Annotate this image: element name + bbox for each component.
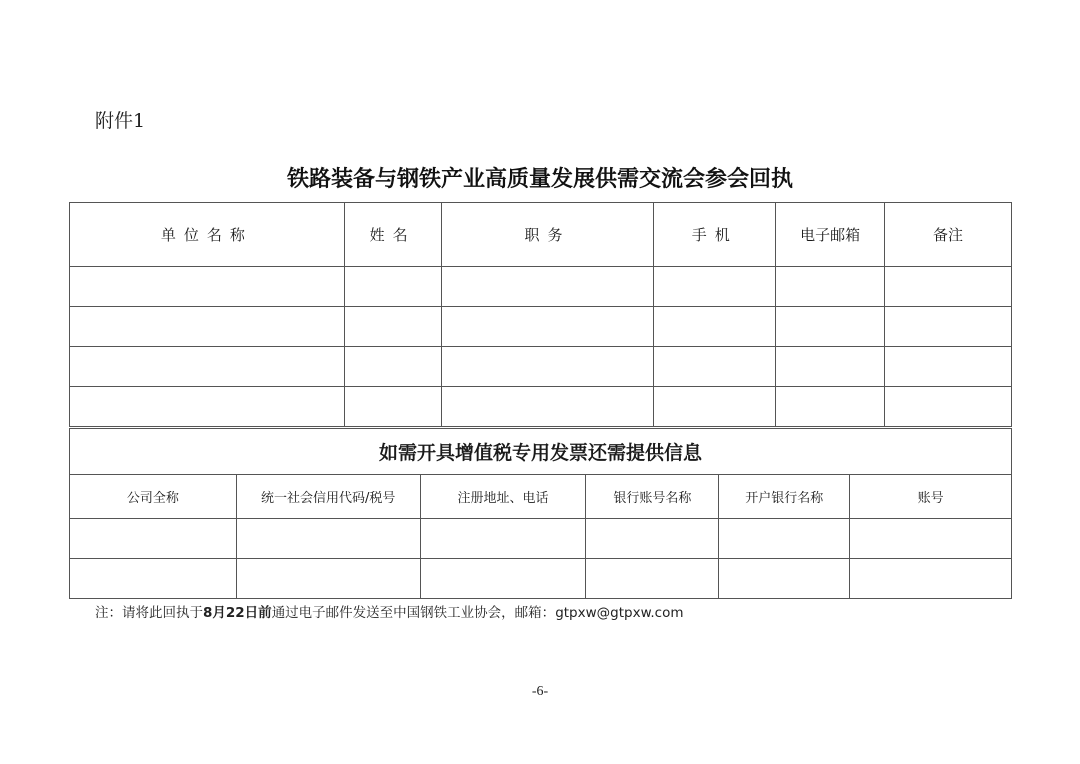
table-cell[interactable] xyxy=(420,519,586,559)
table-cell[interactable] xyxy=(654,347,776,387)
invoice-header-row xyxy=(70,475,1012,519)
table-cell[interactable] xyxy=(70,307,345,347)
table-cell[interactable] xyxy=(654,267,776,307)
table-cell[interactable] xyxy=(441,347,654,387)
header-bank-account-name: 银行账号名称 xyxy=(586,475,719,519)
table-cell[interactable] xyxy=(236,519,420,559)
table-cell[interactable] xyxy=(776,347,885,387)
table-cell[interactable] xyxy=(586,519,719,559)
table-cell[interactable] xyxy=(70,387,345,427)
header-email: 电子邮箱 xyxy=(776,203,885,267)
table-row xyxy=(70,267,1012,307)
table-row xyxy=(70,307,1012,347)
participants-header-row xyxy=(70,203,1012,267)
table-row xyxy=(70,559,1012,599)
header-credit-code: 统一社会信用代码/税号 xyxy=(236,475,420,519)
header-bank-name: 开户银行名称 xyxy=(719,475,850,519)
header-company-name: 公司全称 xyxy=(70,475,237,519)
table-cell[interactable] xyxy=(850,519,1012,559)
table-cell[interactable] xyxy=(850,559,1012,599)
table-cell[interactable] xyxy=(441,307,654,347)
table-cell[interactable] xyxy=(344,267,441,307)
header-unit-name: 单位名称 xyxy=(70,203,345,267)
form-title: 铁路装备与钢铁产业高质量发展供需交流会参会回执 xyxy=(286,167,793,192)
invoice-section-title: 如需开具增值税专用发票还需提供信息 xyxy=(70,429,1012,475)
table-row xyxy=(70,519,1012,559)
table-cell[interactable] xyxy=(236,559,420,599)
table-cell[interactable] xyxy=(70,347,345,387)
note-email: gtpxw@gtpxw.com xyxy=(555,605,684,621)
page-number: -6- xyxy=(531,684,549,699)
table-cell[interactable] xyxy=(70,519,237,559)
note-suffix: 通过电子邮件发送至中国钢铁工业协会，邮箱： xyxy=(271,605,556,621)
table-cell[interactable] xyxy=(344,307,441,347)
table-row xyxy=(70,347,1012,387)
participants-table xyxy=(69,202,1012,427)
invoice-section-title-row xyxy=(70,429,1012,475)
submission-note xyxy=(95,601,684,621)
note-deadline: 8月22日前 xyxy=(203,605,272,621)
table-cell[interactable] xyxy=(776,267,885,307)
table-cell[interactable] xyxy=(776,387,885,427)
table-cell[interactable] xyxy=(776,307,885,347)
table-cell[interactable] xyxy=(654,307,776,347)
header-account-number: 账号 xyxy=(850,475,1012,519)
table-cell[interactable] xyxy=(344,387,441,427)
table-cell[interactable] xyxy=(885,387,1012,427)
table-cell[interactable] xyxy=(344,347,441,387)
table-cell[interactable] xyxy=(885,347,1012,387)
header-mobile: 手机 xyxy=(654,203,776,267)
header-name: 姓名 xyxy=(344,203,441,267)
attachment-label: 附件1 xyxy=(95,110,146,132)
invoice-table xyxy=(69,428,1012,599)
table-cell[interactable] xyxy=(441,387,654,427)
table-cell[interactable] xyxy=(719,519,850,559)
table-cell[interactable] xyxy=(70,559,237,599)
table-cell[interactable] xyxy=(885,267,1012,307)
table-cell[interactable] xyxy=(719,559,850,599)
note-prefix: 注：请将此回执于 xyxy=(95,605,203,621)
header-remarks: 备注 xyxy=(885,203,1012,267)
table-cell[interactable] xyxy=(885,307,1012,347)
table-cell[interactable] xyxy=(420,559,586,599)
header-address-phone: 注册地址、电话 xyxy=(420,475,586,519)
table-cell[interactable] xyxy=(70,267,345,307)
header-position: 职务 xyxy=(441,203,654,267)
table-cell[interactable] xyxy=(441,267,654,307)
table-cell[interactable] xyxy=(654,387,776,427)
table-row xyxy=(70,387,1012,427)
table-cell[interactable] xyxy=(586,559,719,599)
